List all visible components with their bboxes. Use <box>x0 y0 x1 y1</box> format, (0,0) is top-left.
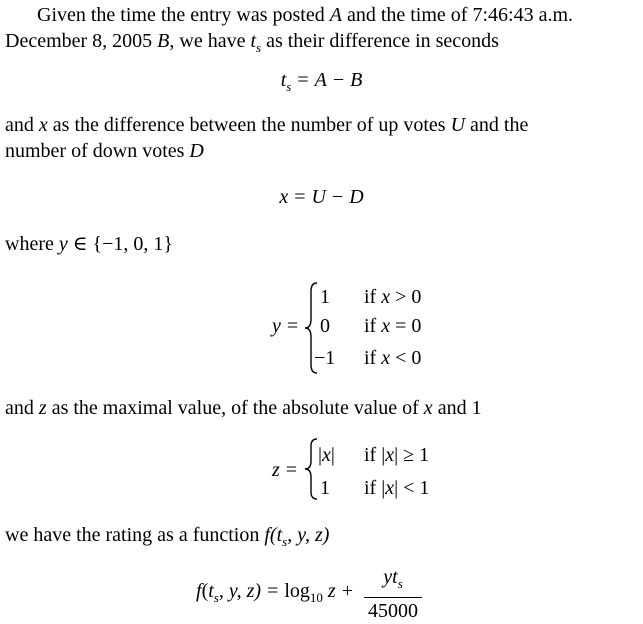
equation-rating: $f(t_s$, y, $z) = \log_{10} z$ + $\frac{yt_s}{45000}$ <box>196 564 422 624</box>
paragraph-intro: Given the time the entry was posted A and the time of 7:46:43 a.m. December 8, 2005 B, we have $t_s$ as their difference in seconds <box>5 4 574 55</box>
equation-ts: $t_s = A - B$ <box>280 69 363 94</box>
fraction: $\frac{yt_s}{45000}$ <box>364 564 422 624</box>
paragraph-x-definition: and x as the difference between the number of up votes U and the number of down votes D <box>5 114 529 162</box>
case-row: |x| if |x| ≥ 1 <box>318 444 430 466</box>
var-B: B <box>157 30 170 52</box>
case-row: −1 if x < 0 <box>314 347 422 369</box>
paragraph-rating-function: we have the rating as a function $f(t_s$, y, z) <box>5 524 330 549</box>
equation-x: x = U − D <box>279 186 364 208</box>
paragraph-y-domain: where y ∈ {−1, 0, 1} <box>5 233 174 255</box>
case-row: 1 if |x| < 1 <box>320 477 430 499</box>
var-A: A <box>329 4 342 26</box>
paragraph-z-definition: and z as the maximal value, of the absolute value of x and 1 <box>5 397 482 419</box>
case-row: 0 if x = 0 <box>320 315 422 337</box>
case-row: 1 if x > 0 <box>320 286 422 308</box>
